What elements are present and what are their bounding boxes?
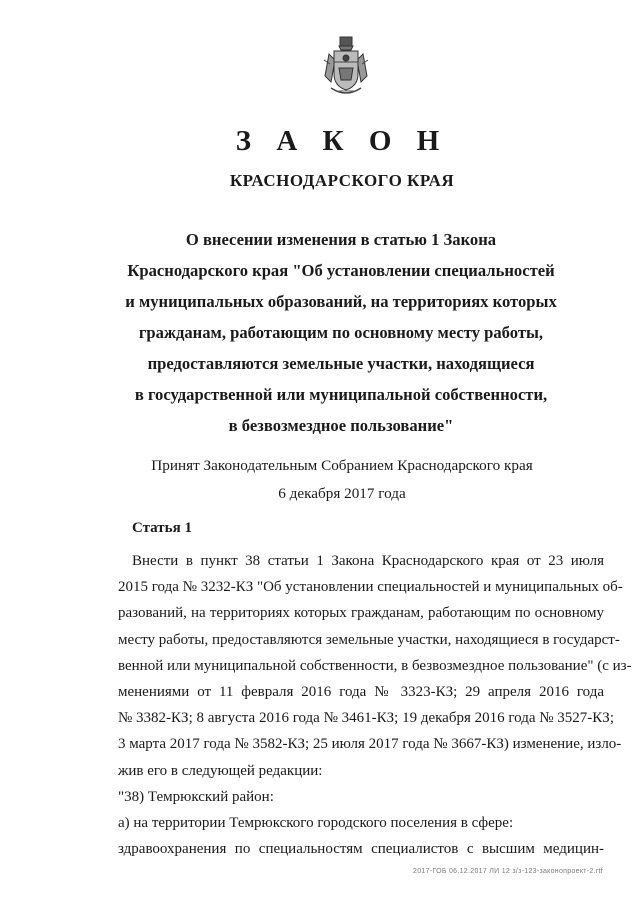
law-name-line: Краснодарского края "Об установлении специальностей	[127, 261, 555, 280]
body-line: жив его в следующей редакции:	[118, 762, 323, 779]
body-line: а) на территории Темрюкского городского поселения в сфере:	[118, 814, 514, 831]
body-line: "38) Темрюкский район:	[118, 788, 274, 805]
body-line: месту работы, предоставляются земельные участки, находящиеся в государст-	[118, 631, 620, 648]
body-line: № 3382-КЗ; 8 августа 2016 года № 3461-КЗ; 19 декабря 2016 года № 3527-КЗ;	[118, 710, 614, 727]
body-line: менениями от 11 февраля 2016 года № 3323-КЗ; 29 апреля 2016 года	[118, 683, 604, 700]
law-name-line: О внесении изменения в статью 1 Закона	[185, 230, 497, 249]
footer-stamp: 2017-ГОБ 06.12.2017 ЛИ 12 з/з-123-законопроект-2.rtf	[413, 868, 603, 875]
law-name-line: предоставляются земельные участки, находящиеся	[147, 354, 535, 373]
adoption-info	[0, 452, 640, 508]
adoption-body: Принят Законодательным Собранием Краснодарского края	[151, 457, 533, 474]
body-line: 3 марта 2017 года № 3582-КЗ; 25 июля 2017 года № 3667-КЗ) изменение, изло-	[118, 736, 622, 753]
body-line: 2015 года № 3232-КЗ "Об установлении специальностей и муниципальных об-	[118, 579, 623, 596]
adoption-date: 6 декабря 2017 года	[278, 485, 406, 502]
law-name-line: в государственной или муниципальной собственности,	[134, 385, 548, 404]
document-region: КРАСНОДАРСКОГО КРАЯ	[229, 171, 455, 190]
body-line: здравоохранения по специальностям специалистов с высшим медицин-	[118, 841, 604, 858]
law-name-line: гражданам, работающим по основному месту работы,	[138, 323, 544, 342]
article-body	[118, 548, 632, 862]
law-name-line: в безвозмездное пользование"	[228, 416, 454, 435]
body-line: Внести в пункт 38 статьи 1 Закона Краснодарского края от 23 июля	[132, 553, 604, 569]
article-heading: Статья 1	[132, 520, 192, 536]
krasnodar-coat-of-arms-emblem	[321, 36, 371, 98]
law-name-line: и муниципальных образований, на территориях которых	[125, 292, 557, 311]
body-line: разований, на территориях которых гражданам, работающим по основному	[118, 605, 604, 622]
body-line: венной или муниципальной собственности, в безвозмездное пользование" (с из-	[118, 657, 632, 674]
law-name	[0, 224, 640, 441]
document-title: З А К О Н	[235, 125, 449, 157]
